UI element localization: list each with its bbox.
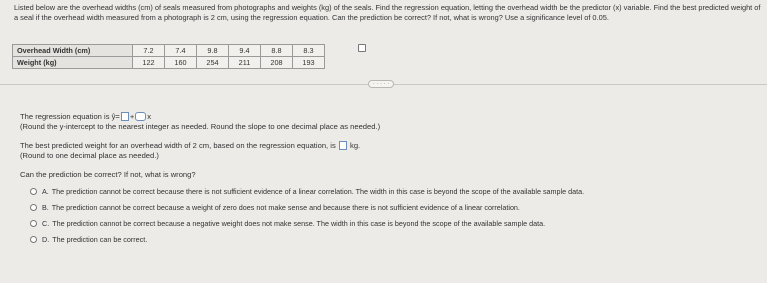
data-table bbox=[12, 44, 325, 69]
yhat-symbol: ŷ bbox=[111, 112, 116, 121]
table-cell: 9.8 bbox=[197, 45, 229, 57]
table-cell: 7.4 bbox=[165, 45, 197, 57]
plus-sign: + bbox=[129, 112, 135, 121]
table-cell: 8.3 bbox=[293, 45, 325, 57]
x-variable: x bbox=[147, 112, 152, 121]
option-c[interactable] bbox=[30, 219, 545, 228]
predicted-weight-input[interactable] bbox=[339, 141, 347, 150]
table-cell: 160 bbox=[165, 57, 197, 69]
intercept-input[interactable] bbox=[121, 112, 129, 121]
radio-c[interactable] bbox=[30, 220, 37, 227]
equals-sign: = bbox=[115, 112, 120, 121]
option-letter: C. bbox=[42, 219, 50, 228]
table-cell: 8.8 bbox=[261, 45, 293, 57]
row-header-width: Overhead Width (cm) bbox=[13, 45, 133, 57]
table-cell: 254 bbox=[197, 57, 229, 69]
slope-input[interactable] bbox=[135, 112, 146, 121]
table-cell: 193 bbox=[293, 57, 325, 69]
copy-data-icon[interactable] bbox=[358, 44, 366, 52]
radio-b[interactable] bbox=[30, 204, 37, 211]
table-cell: 7.2 bbox=[133, 45, 165, 57]
prediction-note: (Round to one decimal place as needed.) bbox=[20, 151, 159, 160]
table-row bbox=[13, 57, 325, 69]
option-b[interactable] bbox=[30, 203, 520, 212]
table-cell: 9.4 bbox=[229, 45, 261, 57]
regression-line bbox=[20, 112, 151, 121]
regression-prefix: The regression equation is bbox=[20, 112, 110, 121]
option-letter: D. bbox=[42, 235, 50, 244]
regression-note: (Round the y-intercept to the nearest integer as needed. Round the slope to one decimal place as needed.) bbox=[20, 122, 381, 131]
radio-a[interactable] bbox=[30, 188, 37, 195]
option-text: The prediction cannot be correct because a weight of zero does not make sense and because there is not sufficient evidence of a linear correlation. bbox=[51, 203, 520, 212]
table-cell: 211 bbox=[229, 57, 261, 69]
option-text: The prediction can be correct. bbox=[52, 235, 148, 244]
option-letter: A. bbox=[42, 187, 49, 196]
prediction-prefix: The best predicted weight for an overhead width of 2 cm, based on the regression equation, is bbox=[20, 141, 336, 150]
question-intro: Listed below are the overhead widths (cm) of seals measured from photographs and weights (kg) of the seals. Find the regression equation, letting the overhead width be the predictor (x) variable. Find the best predicted weight of a seal if the overhead width measured from a photograph is 2 cm, using the regression equation. Can the prediction be correct? If not, what is wrong? Use a significance level of 0.05. bbox=[14, 3, 761, 22]
table-cell: 208 bbox=[261, 57, 293, 69]
expand-more-button[interactable]: · · · · · bbox=[368, 80, 394, 88]
option-letter: B. bbox=[42, 203, 49, 212]
table-row bbox=[13, 45, 325, 57]
row-header-weight: Weight (kg) bbox=[13, 57, 133, 69]
option-d[interactable] bbox=[30, 235, 147, 244]
prediction-line bbox=[20, 141, 360, 150]
prediction-unit: kg. bbox=[350, 141, 361, 150]
mc-question: Can the prediction be correct? If not, what is wrong? bbox=[20, 170, 196, 179]
radio-d[interactable] bbox=[30, 236, 37, 243]
option-a[interactable] bbox=[30, 187, 584, 196]
option-text: The prediction cannot be correct because there is not sufficient evidence of a linear correlation. The width in this case is beyond the scope of the available sample data. bbox=[51, 187, 585, 196]
option-text: The prediction cannot be correct because a negative weight does not make sense. The width in this case is beyond the scope of the available sample data. bbox=[52, 219, 546, 228]
table-cell: 122 bbox=[133, 57, 165, 69]
